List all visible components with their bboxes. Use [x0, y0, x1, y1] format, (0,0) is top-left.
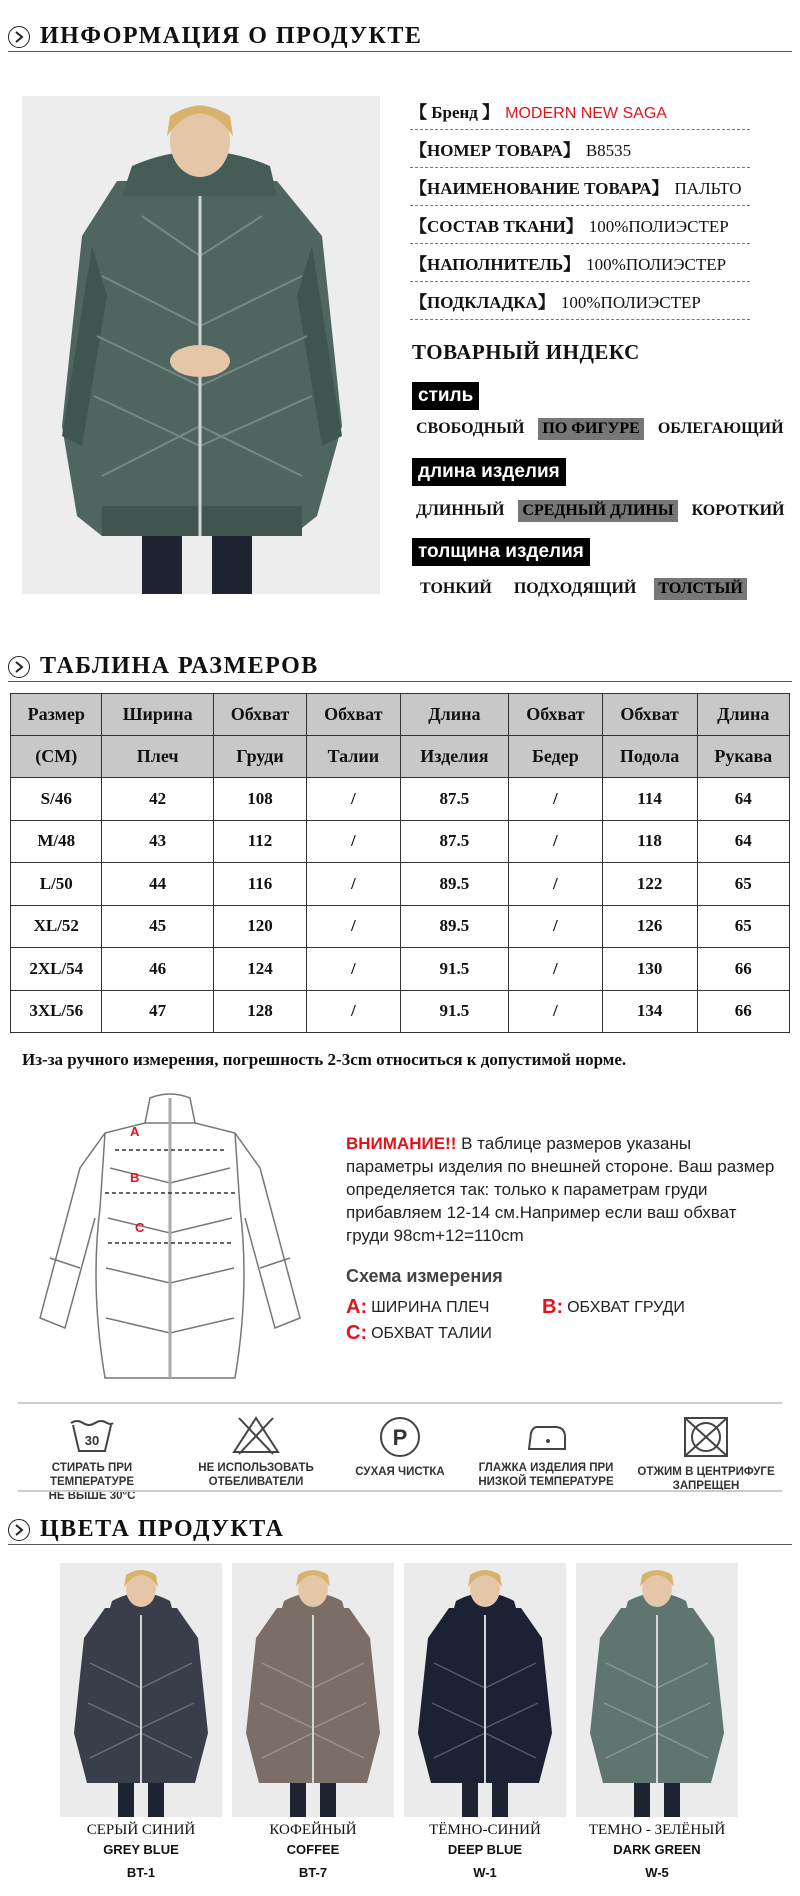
table-cell: 44	[102, 863, 213, 906]
divider	[18, 1490, 782, 1492]
chevron-right-icon	[8, 656, 30, 678]
measurement-sketch	[20, 1088, 310, 1388]
column-header: Плеч	[102, 736, 213, 778]
info-label: 【СОСТАВ ТКАНИ】	[410, 217, 583, 236]
table-cell: /	[509, 863, 602, 906]
legend-text: ШИРИНА ПЛЕЧ	[371, 1298, 490, 1316]
info-value: 100%ПОЛИЭСТЕР	[560, 293, 701, 312]
color-photo-dark-green	[576, 1563, 738, 1817]
table-cell: 87.5	[400, 778, 509, 821]
care-text	[626, 1465, 786, 1493]
table-cell: 116	[213, 863, 306, 906]
table-cell: 124	[213, 948, 306, 991]
table-cell: /	[509, 948, 602, 991]
color-code: BT-1	[126, 1865, 156, 1880]
sketch-label-a: A	[130, 1124, 140, 1139]
care-iron	[466, 1415, 626, 1489]
table-cell: 126	[602, 905, 697, 948]
care-text	[12, 1461, 172, 1503]
column-header: Изделия	[400, 736, 509, 778]
info-label: 【НОМЕР ТОВАРА】	[410, 141, 580, 160]
column-header: Длина	[697, 694, 789, 736]
column-header: Бедер	[509, 736, 602, 778]
section-header-product-info	[8, 22, 792, 52]
length-option-selected: СРЕДНЫЙ ДЛИНЫ	[518, 500, 677, 522]
style-tag: стиль	[412, 382, 479, 410]
scheme-title: Схема измерения	[346, 1266, 503, 1286]
table-cell: 43	[102, 820, 213, 863]
care-text-line: НЕ ВЫШЕ 30°C	[48, 1490, 136, 1502]
column-header: Обхват	[509, 694, 602, 736]
care-text-line: СУХАЯ ЧИСТКА	[355, 1466, 445, 1478]
table-cell: /	[307, 905, 400, 948]
table-cell: S/46	[11, 778, 102, 821]
column-header: Обхват	[213, 694, 306, 736]
color-photo-deep-blue	[404, 1563, 566, 1817]
care-dry-clean	[320, 1415, 480, 1479]
thickness-options	[416, 578, 757, 600]
legend-text: ОБХВАТ ТАЛИИ	[371, 1324, 492, 1342]
color-photo-coffee	[232, 1563, 394, 1817]
info-label: 【 Бренд 】	[410, 103, 500, 122]
table-cell: 2XL/54	[11, 948, 102, 991]
info-value: 100%ПОЛИЭСТЕР	[586, 255, 727, 274]
table-cell: 130	[602, 948, 697, 991]
product-info-list	[410, 92, 750, 320]
color-label	[232, 1822, 394, 1880]
care-text-line: НЕ ИСПОЛЬЗОВАТЬ	[198, 1462, 314, 1474]
column-header: Груди	[213, 736, 306, 778]
table-cell: L/50	[11, 863, 102, 906]
legend-text: ОБХВАТ ГРУДИ	[567, 1298, 685, 1316]
table-cell: /	[509, 990, 602, 1033]
chevron-right-icon	[8, 26, 30, 48]
column-header: Подола	[602, 736, 697, 778]
care-bleach	[176, 1415, 336, 1489]
info-value: MODERN NEW SAGA	[505, 105, 667, 122]
size-table	[10, 693, 790, 1033]
column-header: Рукава	[697, 736, 789, 778]
info-label: 【ПОДКЛАДКА】	[410, 293, 555, 312]
table-cell: 112	[213, 820, 306, 863]
care-text	[176, 1461, 336, 1489]
thickness-option-selected: ТОЛСТЫЙ	[654, 578, 746, 600]
no-tumble-dry-icon	[681, 1415, 731, 1459]
color-code: W-1	[473, 1865, 497, 1880]
color-label	[576, 1822, 738, 1880]
color-name-en: DEEP BLUE	[447, 1842, 523, 1857]
table-cell: 64	[697, 778, 789, 821]
table-cell: 118	[602, 820, 697, 863]
table-cell: M/48	[11, 820, 102, 863]
table-cell: /	[509, 778, 602, 821]
section-header-size-table	[8, 652, 792, 682]
info-row-sku	[410, 130, 750, 168]
table-row	[11, 990, 790, 1033]
info-label: 【НАИМЕНОВАНИЕ ТОВАРА】	[410, 179, 669, 198]
table-cell: 42	[102, 778, 213, 821]
table-cell: 91.5	[400, 990, 509, 1033]
divider	[18, 1402, 782, 1404]
thickness-option: ТОНКИЙ	[420, 580, 492, 597]
style-option: ОБЛЕГАЮЩИЙ	[657, 420, 784, 437]
wash-temp: 30	[84, 1433, 100, 1448]
color-photo-grey-blue	[60, 1563, 222, 1817]
measurement-note: Из-за ручного измерения, погрешность 2-3cm относиться к допустимой норме.	[22, 1050, 627, 1069]
style-option-selected: ПО ФИГУРЕ	[538, 418, 643, 440]
care-text-line: НИЗКОЙ ТЕМПЕРАТУРЕ	[478, 1476, 614, 1488]
color-name-ru: КОФЕЙНЫЙ	[269, 1822, 357, 1838]
thickness-tag: толщина изделия	[412, 538, 590, 566]
table-cell: 65	[697, 863, 789, 906]
table-row	[11, 905, 790, 948]
sketch-label-b: B	[130, 1170, 140, 1185]
info-row-lining	[410, 282, 750, 320]
column-header: (CM)	[11, 736, 102, 778]
style-options	[412, 418, 798, 440]
table-cell: /	[509, 905, 602, 948]
table-cell: 66	[697, 990, 789, 1033]
table-row	[11, 778, 790, 821]
table-cell: /	[307, 948, 400, 991]
column-header: Длина	[400, 694, 509, 736]
length-tag: длина изделия	[412, 458, 566, 486]
legend-letter: A:	[346, 1296, 368, 1318]
color-name-en: DARK GREEN	[613, 1842, 701, 1857]
table-header-row	[11, 694, 790, 736]
table-row	[11, 820, 790, 863]
info-value: B8535	[585, 141, 632, 160]
table-cell: 134	[602, 990, 697, 1033]
table-cell: /	[307, 820, 400, 863]
warning-text: В таблице размеров указаны параметры изделия по внешней стороне. Ваш размер определяется так: только к параметрам груди прибавляем 12-14 см.Например если ваш обхват груди 98cm+12=110cm	[346, 1134, 775, 1245]
table-cell: 89.5	[400, 905, 509, 948]
table-cell: 128	[213, 990, 306, 1033]
color-label	[60, 1822, 222, 1880]
table-header-row	[11, 736, 790, 778]
section-title: ТАБЛИНА РАЗМЕРОВ	[40, 653, 319, 679]
table-cell: 47	[102, 990, 213, 1033]
dry-clean-icon	[375, 1415, 425, 1459]
section-title: ЦВЕТА ПРОДУКТА	[40, 1516, 285, 1542]
length-option: КОРОТКИЙ	[691, 502, 785, 519]
legend-letter: B:	[542, 1296, 564, 1318]
warning-label: ВНИМАНИЕ!!	[346, 1134, 457, 1153]
color-code: W-5	[645, 1865, 669, 1880]
care-text-line: ОТБЕЛИВАТЕЛИ	[208, 1476, 304, 1488]
section-header-colors	[8, 1515, 792, 1545]
column-header: Ширина	[102, 694, 213, 736]
sketch-label-c: C	[135, 1220, 145, 1235]
table-cell: /	[307, 863, 400, 906]
table-cell: 46	[102, 948, 213, 991]
color-name-ru: ТЁМНО-СИНИЙ	[429, 1822, 541, 1838]
table-cell: 108	[213, 778, 306, 821]
color-code: BT-7	[298, 1865, 328, 1880]
size-warning	[346, 1132, 776, 1247]
section-title: ИНФОРМАЦИЯ О ПРОДУКТЕ	[40, 23, 423, 49]
color-label	[404, 1822, 566, 1880]
care-tumble	[626, 1415, 786, 1493]
table-cell: 87.5	[400, 820, 509, 863]
table-cell: 65	[697, 905, 789, 948]
color-name-en: COFFEE	[286, 1842, 340, 1857]
table-row	[11, 863, 790, 906]
chevron-right-icon	[8, 1519, 30, 1541]
info-row-name	[410, 168, 750, 206]
table-cell: /	[509, 820, 602, 863]
legend-b	[542, 1296, 685, 1319]
table-cell: /	[307, 990, 400, 1033]
color-name-ru: ТЕМНО - ЗЕЛЁНЫЙ	[588, 1822, 726, 1838]
table-cell: 64	[697, 820, 789, 863]
iron-low-icon	[521, 1415, 571, 1455]
table-cell: 66	[697, 948, 789, 991]
care-text-line: СТИРАТЬ ПРИ ТЕМПЕРАТУРЕ	[49, 1462, 135, 1488]
column-header: Размер	[11, 694, 102, 736]
care-text	[320, 1465, 480, 1479]
table-cell: 122	[602, 863, 697, 906]
table-cell: 120	[213, 905, 306, 948]
column-header: Обхват	[602, 694, 697, 736]
legend-letter: C:	[346, 1322, 368, 1344]
info-label: 【НАПОЛНИТЕЛЬ】	[410, 255, 581, 274]
legend-a	[346, 1296, 489, 1319]
info-value: ПАЛЬТО	[674, 179, 742, 198]
table-cell: 45	[102, 905, 213, 948]
style-option: СВОБОДНЫЙ	[416, 420, 525, 437]
table-cell: XL/52	[11, 905, 102, 948]
color-name-en: GREY BLUE	[103, 1842, 179, 1857]
care-text-line: ГЛАЖКА ИЗДЕЛИЯ ПРИ	[478, 1462, 614, 1474]
thickness-option: ПОДХОДЯЩИЙ	[513, 580, 637, 597]
care-text-line: ЗАПРЕЩЕН	[672, 1480, 740, 1492]
care-text-line: ОТЖИМ В ЦЕНТРИФУГЕ	[637, 1466, 775, 1478]
no-bleach-icon	[231, 1415, 281, 1455]
wash-30-icon	[67, 1415, 117, 1455]
product-photo	[22, 96, 380, 594]
column-header: Обхват	[307, 694, 400, 736]
dry-clean-letter: P	[392, 1425, 408, 1450]
info-row-brand	[410, 92, 750, 130]
care-text	[466, 1461, 626, 1489]
length-options	[412, 500, 799, 522]
info-value: 100%ПОЛИЭСТЕР	[588, 217, 729, 236]
legend-c	[346, 1322, 492, 1345]
table-cell: /	[307, 778, 400, 821]
info-row-fabric	[410, 206, 750, 244]
table-cell: 114	[602, 778, 697, 821]
length-option: ДЛИННЫЙ	[416, 502, 505, 519]
product-index-title: ТОВАРНЫЙ ИНДЕКС	[412, 340, 640, 364]
table-cell: 89.5	[400, 863, 509, 906]
color-name-ru: СЕРЫЙ СИНИЙ	[86, 1822, 196, 1838]
column-header: Талии	[307, 736, 400, 778]
table-cell: 3XL/56	[11, 990, 102, 1033]
info-row-filling	[410, 244, 750, 282]
table-cell: 91.5	[400, 948, 509, 991]
table-row	[11, 948, 790, 991]
